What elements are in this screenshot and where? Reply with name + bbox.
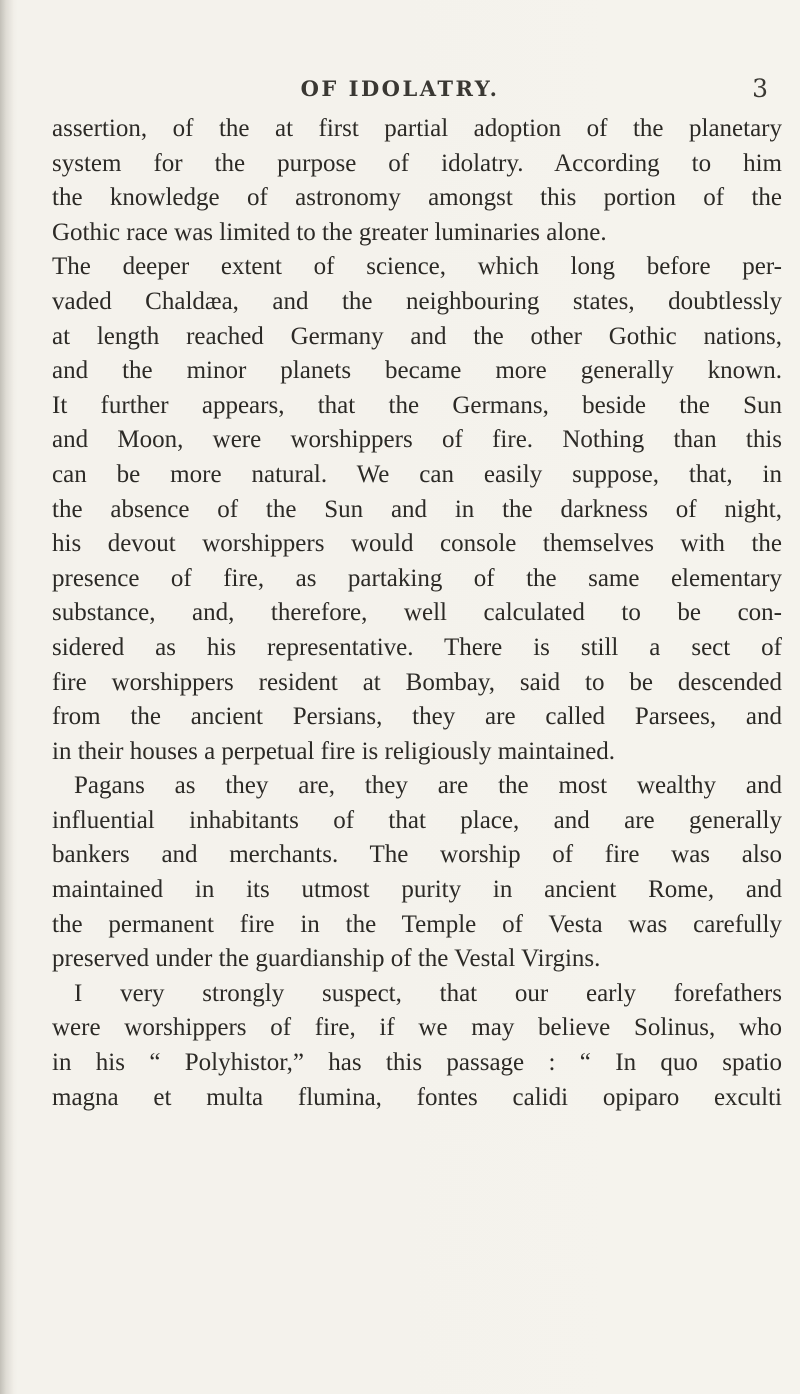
text-line: and Moon, were worshippers of fire. Nothing than this bbox=[52, 426, 782, 454]
text-line: It further appears, that the Germans, beside the Sun bbox=[52, 391, 782, 419]
text-line: sidered as his representative. There is still a sect of bbox=[52, 633, 782, 661]
text-line: vaded Chaldæa, and the neighbouring states, doubtlessly bbox=[52, 287, 782, 315]
running-head bbox=[0, 76, 800, 106]
text-line: presence of fire, as partaking of the same elementary bbox=[52, 564, 782, 592]
text-line: preserved under the guardianship of the Vestal Virgins. bbox=[52, 945, 601, 973]
text-line: at length reached Germany and the other Gothic nations, bbox=[52, 322, 782, 350]
text-line: The deeper extent of science, which long before per- bbox=[52, 253, 782, 281]
text-line: the absence of the Sun and in the darkness of night, bbox=[52, 495, 782, 523]
text-line: Gothic race was limited to the greater luminaries alone. bbox=[52, 218, 607, 246]
text-line: bankers and merchants. The worship of fire was also bbox=[52, 841, 782, 869]
text-line: can be more natural. We can easily suppose, that, in bbox=[52, 460, 782, 488]
text-line: from the ancient Persians, they are called Parsees, and bbox=[52, 703, 782, 731]
text-line: magna et multa flumina, fontes calidi opiparo exculti bbox=[52, 1083, 782, 1111]
text-line: influential inhabitants of that place, and are generally bbox=[52, 806, 782, 834]
text-line: fire worshippers resident at Bombay, said to be descended bbox=[52, 668, 782, 696]
text-line: the permanent fire in the Temple of Vesta was carefully bbox=[52, 910, 782, 938]
text-line: system for the purpose of idolatry. According to him bbox=[52, 149, 782, 177]
running-title: OF IDOLATRY. bbox=[300, 76, 500, 101]
text-line: in his “ Polyhistor,” has this passage : “ In quo spatio bbox=[52, 1049, 782, 1077]
text-line: in their houses a perpetual fire is religiously maintained. bbox=[52, 737, 616, 765]
text-line: substance, and, therefore, well calculated to be con- bbox=[52, 599, 782, 627]
text-line: were worshippers of fire, if we may believe Solinus, who bbox=[52, 1014, 782, 1042]
text-line: maintained in its utmost purity in ancient Rome, and bbox=[52, 876, 782, 904]
page-number: 3 bbox=[752, 74, 768, 103]
text-line: the knowledge of astronomy amongst this portion of the bbox=[52, 184, 782, 212]
text-line: assertion, of the at first partial adoption of the planetary bbox=[52, 115, 782, 142]
text-line: his devout worshippers would console themselves with the bbox=[52, 530, 782, 558]
text-line: Pagans as they are, they are the most wealthy and bbox=[74, 772, 782, 800]
body-text bbox=[52, 112, 782, 1115]
gutter-shadow bbox=[0, 0, 14, 1394]
text-line: and the minor planets became more generally known. bbox=[52, 357, 782, 385]
text-line: I very strongly suspect, that our early forefathers bbox=[74, 979, 782, 1007]
